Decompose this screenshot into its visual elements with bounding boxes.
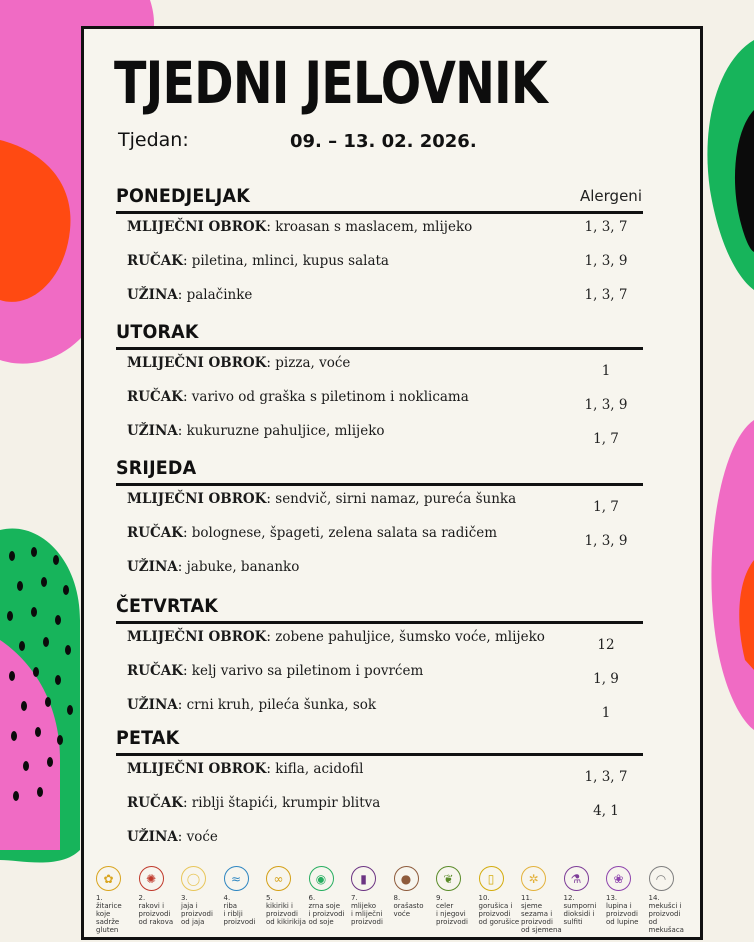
meal-description: : riblji štapići, krumpir blitva [182,795,381,811]
meal-row [127,423,385,439]
meal-type: UŽINA [127,287,178,303]
meal-description: : sendvič, sirni namaz, pureća šunka [266,491,517,507]
meal-allergens: 1, 3, 9 [584,397,628,413]
meal-allergens: 1, 3, 9 [584,533,628,549]
allergen-label: 10. gorušica i proizvodi od gorušice [478,894,520,926]
meal-type: RUČAK [127,663,183,679]
allergen-label: 8. orašasto voće [393,894,424,918]
meal-type: UŽINA [127,423,178,439]
meal-allergens: 1, 7 [593,431,619,447]
allergen-legend-item [309,866,353,926]
allergen-label: 11. sjeme sezama i proizvodi od sjemena [521,894,562,934]
day-heading: PONEDJELJAK [116,185,250,207]
meal-type: RUČAK [127,253,183,269]
allergen-legend-item [181,866,225,926]
menu-sheet [81,26,703,940]
meal-row [127,219,472,235]
meal-allergens: 1, 7 [593,499,619,515]
day-heading: SRIJEDA [116,457,197,479]
meal-description: : kukuruzne pahuljice, mlijeko [177,423,385,439]
allergens-header: Alergeni [580,187,642,205]
meal-type: MLIJEČNI OBROK [127,219,267,235]
allergen-label: 12. sumporni dioksidi i sulfiti [563,894,597,926]
meal-row [127,355,350,371]
meal-row [127,491,516,507]
meal-row [127,795,380,811]
allergen-legend-item [351,866,395,926]
meal-allergens: 1, 3, 9 [584,253,628,269]
peanut-icon: ∞ [266,866,291,891]
meal-type: RUČAK [127,389,183,405]
meal-allergens: 1, 3, 7 [584,769,628,785]
allergen-legend-item [139,866,183,926]
meal-type: MLIJEČNI OBROK [127,629,267,645]
soy-icon: ◉ [309,866,334,891]
allergen-legend-item [96,866,140,934]
allergen-legend-item [606,866,650,926]
meal-allergens: 4, 1 [593,803,619,819]
meal-row [127,525,497,541]
celery-icon: ❦ [436,866,461,891]
wheat-icon: ✿ [96,866,121,891]
day-heading: PETAK [116,727,180,749]
sulphite-icon: ⚗ [564,866,589,891]
allergen-legend-item [564,866,608,926]
day-divider [116,621,643,624]
day-heading: ČETVRTAK [116,595,219,617]
mustard-icon: ▯ [479,866,504,891]
allergen-label: 14. mekušci i proizvodi od mekušaca [648,894,684,934]
day-heading: UTORAK [116,321,199,343]
day-divider [116,211,643,214]
meal-description: : kelj varivo sa piletinom i povrćem [182,663,424,679]
meal-type: RUČAK [127,795,183,811]
lupin-icon: ❀ [606,866,631,891]
week-dates: 09. – 13. 02. 2026. [290,131,477,152]
meal-row [127,287,252,303]
meal-description: : pizza, voće [266,355,351,371]
meal-description: : varivo od graška s piletinom i noklicama [182,389,469,405]
page-title: TJEDNI JELOVNIK [114,49,547,117]
allergen-legend-item [266,866,310,926]
meal-row [127,663,423,679]
meal-allergens: 1 [601,705,611,721]
meal-allergens: 1, 3, 7 [584,287,628,303]
nut-icon: ● [394,866,419,891]
meal-description: : kifla, acidofil [266,761,364,777]
week-label: Tjedan: [118,129,189,151]
meal-description: : zobene pahuljice, šumsko voće, mlijeko [266,629,545,645]
meal-description: : jabuke, bananko [177,559,300,575]
meal-row [127,559,299,575]
meal-row [127,697,376,713]
allergen-label: 3. jaja i proizvodi od jaja [181,894,213,926]
allergen-label: 4. riba i riblji proizvodi [223,894,256,926]
day-divider [116,753,643,756]
allergen-label: 5. kikiriki i proizvodi od kikirikija [266,894,307,926]
fish-icon: ≈ [224,866,249,891]
allergen-label: 7. mlijeko i mliječni proizvodi [351,894,383,926]
allergen-label: 1. žitarice koje sadrže gluten [96,894,122,934]
allergen-label: 9. celer i njegovi proizvodi [436,894,468,926]
meal-type: UŽINA [127,697,178,713]
meal-allergens: 1, 9 [593,671,619,687]
meal-description: : voće [177,829,218,845]
allergen-legend-item [224,866,268,926]
meal-row [127,761,363,777]
meal-type: UŽINA [127,559,178,575]
meal-row [127,629,545,645]
meal-row [127,829,218,845]
meal-type: MLIJEČNI OBROK [127,355,267,371]
meal-description: : bolognese, špageti, zelena salata sa radičem [182,525,498,541]
allergen-legend-item [479,866,523,926]
allergen-legend-item [436,866,480,926]
sesame-icon: ✲ [521,866,546,891]
crab-icon: ✺ [139,866,164,891]
egg-icon: ◯ [181,866,206,891]
milk-icon: ▮ [351,866,376,891]
meal-description: : kroasan s maslacem, mlijeko [266,219,473,235]
allergen-label: 13. lupina i proizvodi od lupine [606,894,639,926]
meal-type: RUČAK [127,525,183,541]
day-divider [116,347,643,350]
meal-allergens: 1, 3, 7 [584,219,628,235]
meal-type: UŽINA [127,829,178,845]
meal-row [127,389,469,405]
meal-description: : crni kruh, pileća šunka, sok [177,697,377,713]
meal-description: : palačinke [177,287,253,303]
day-divider [116,483,643,486]
meal-row [127,253,389,269]
allergen-label: 2. rakovi i proizvodi od rakova [138,894,174,926]
mollusc-icon: ◠ [649,866,674,891]
meal-type: MLIJEČNI OBROK [127,761,267,777]
allergen-label: 6. zrna soje i proizvodi od soje [308,894,345,926]
meal-allergens: 1 [601,363,611,379]
meal-description: : piletina, mlinci, kupus salata [182,253,389,269]
allergen-legend-item [394,866,438,918]
allergen-legend-item [649,866,693,934]
meal-allergens: 12 [597,637,615,653]
allergen-legend-item [521,866,565,934]
meal-type: MLIJEČNI OBROK [127,491,267,507]
